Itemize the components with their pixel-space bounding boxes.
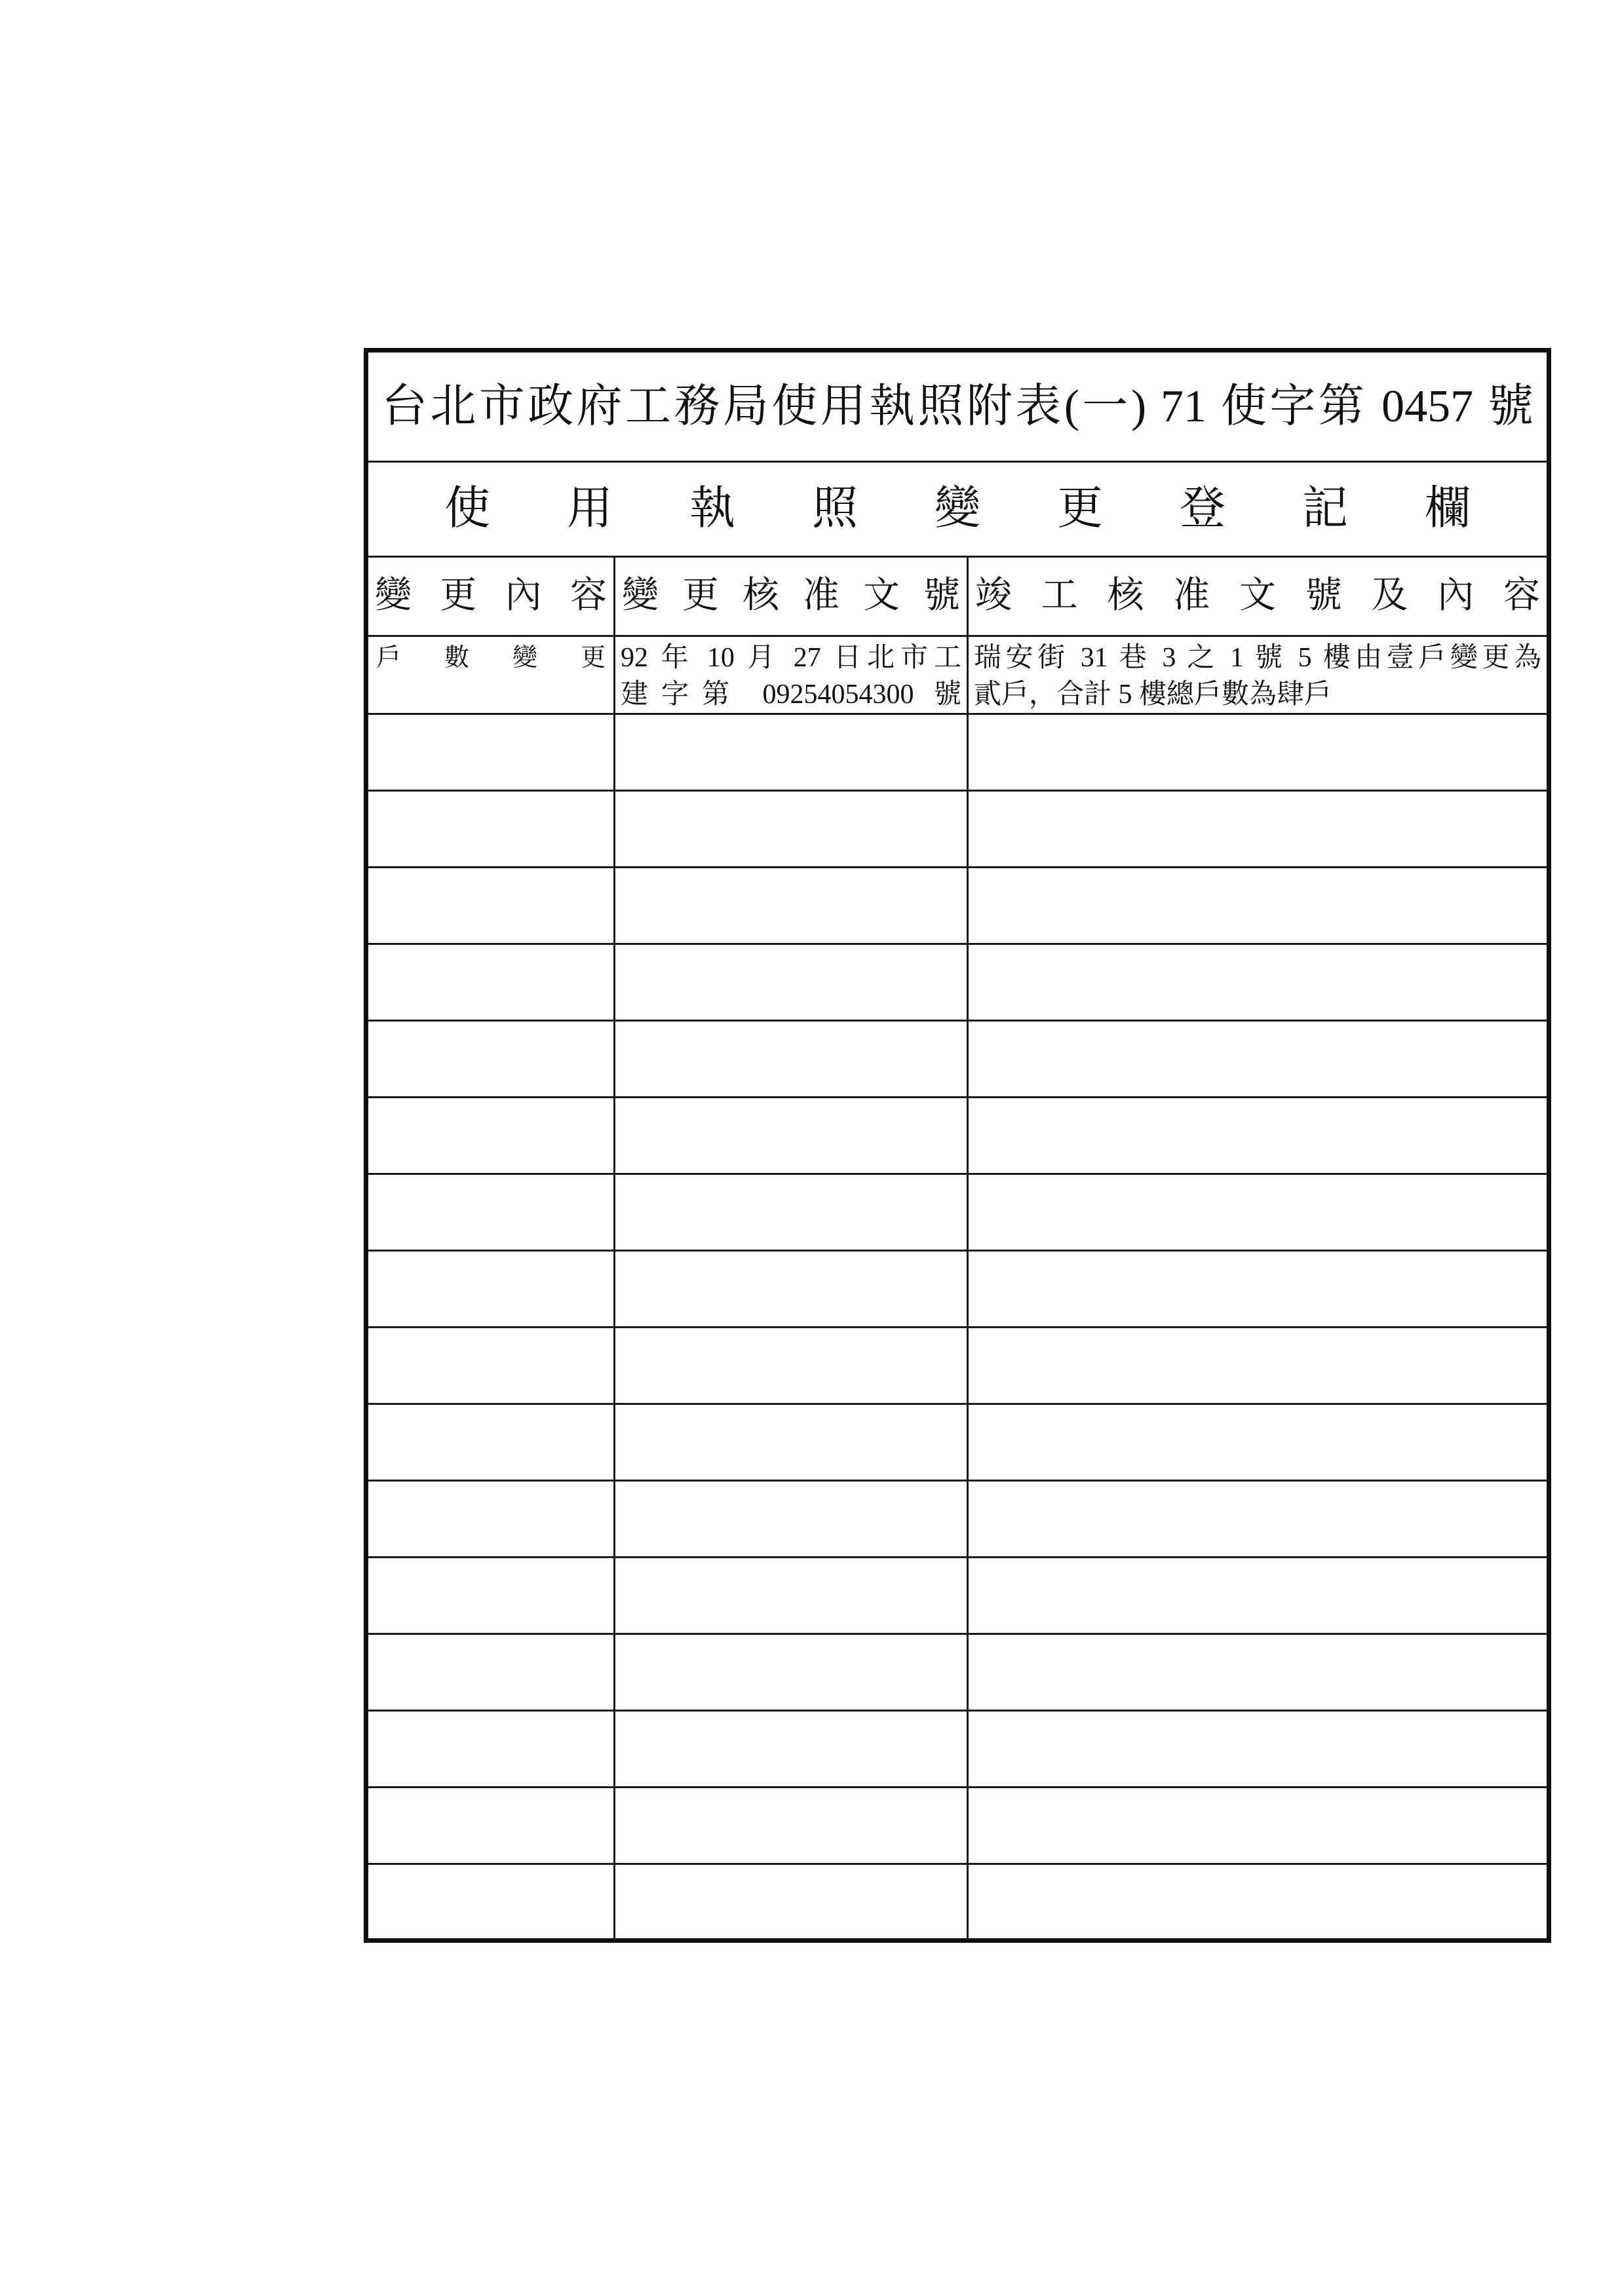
change-approval-no-line: 建字第 09254054300 號 [621, 679, 961, 710]
column-header: 變 更 核 准 文 號 [622, 575, 960, 617]
column-header: 變 更 內 容 [375, 575, 607, 617]
change-approval-no-cell [615, 636, 968, 714]
blank-cell-change-content [366, 868, 615, 944]
blank-row [366, 1251, 1549, 1328]
blank-cell-change-content [366, 791, 615, 868]
header-cell-change-approval-no [615, 557, 968, 636]
subtitle-cell [366, 462, 1549, 557]
blank-cell-change-approval-no [615, 1404, 968, 1481]
blank-cell-completion-approval [968, 944, 1549, 1021]
blank-row [366, 714, 1549, 791]
blank-cell-change-approval-no [615, 1711, 968, 1788]
blank-cell-completion-approval [968, 714, 1549, 791]
blank-cell-change-content [366, 1404, 615, 1481]
change-registration-table [364, 348, 1551, 1943]
completion-content-line: 瑞安街 31 巷 3 之 1 號 5 樓由壹戶變更為 [974, 643, 1541, 673]
blank-cell-change-content [366, 1021, 615, 1098]
blank-cell-completion-approval [968, 1404, 1549, 1481]
blank-cell-completion-approval [968, 791, 1549, 868]
blank-cell-completion-approval [968, 1021, 1549, 1098]
blank-row [366, 1098, 1549, 1174]
completion-approval-cell [968, 636, 1549, 714]
blank-cell-change-content [366, 1328, 615, 1404]
blank-cell-completion-approval [968, 1788, 1549, 1864]
blank-cell-completion-approval [968, 1864, 1549, 1941]
header-row [366, 557, 1549, 636]
blank-row [366, 1558, 1549, 1634]
blank-row [366, 1174, 1549, 1251]
blank-cell-change-content [366, 1481, 615, 1558]
header-cell-completion-approval [968, 557, 1549, 636]
change-approval-no-line: 92 年 10 月 27 日北市工 [621, 643, 961, 673]
blank-cell-completion-approval [968, 868, 1549, 944]
blank-cell-change-approval-no [615, 1174, 968, 1251]
form-subtitle: 使 用 執 照 變 更 登 記 欄 [444, 484, 1471, 534]
blank-cell-completion-approval [968, 1558, 1549, 1634]
subtitle-row [366, 462, 1549, 557]
form-title: 台北市政府工務局使用執照附表(一) 71 使字第 0457 號 [381, 381, 1533, 432]
blank-cell-change-content [366, 714, 615, 791]
blank-cell-change-approval-no [615, 1864, 968, 1941]
change-content-cell [366, 636, 615, 714]
blank-cell-change-approval-no [615, 1098, 968, 1174]
blank-cell-change-content [366, 1711, 615, 1788]
blank-cell-change-approval-no [615, 868, 968, 944]
blank-row [366, 1634, 1549, 1711]
blank-cell-change-approval-no [615, 1021, 968, 1098]
blank-cell-change-content [366, 1634, 615, 1711]
blank-cell-change-content [366, 1788, 615, 1864]
blank-cell-change-content [366, 1864, 615, 1941]
blank-row [366, 1021, 1549, 1098]
blank-cell-completion-approval [968, 1174, 1549, 1251]
blank-cell-change-approval-no [615, 1481, 968, 1558]
blank-row [366, 1788, 1549, 1864]
blank-cell-completion-approval [968, 1098, 1549, 1174]
blank-row [366, 944, 1549, 1021]
blank-row [366, 1711, 1549, 1788]
blank-cell-change-approval-no [615, 1251, 968, 1328]
blank-cell-completion-approval [968, 1251, 1549, 1328]
blank-cell-change-approval-no [615, 1634, 968, 1711]
blank-cell-change-content [366, 1174, 615, 1251]
blank-cell-completion-approval [968, 1634, 1549, 1711]
blank-row [366, 1481, 1549, 1558]
column-header: 竣 工 核 准 文 號 及 內 容 [975, 575, 1540, 617]
blank-cell-change-approval-no [615, 1328, 968, 1404]
blank-row [366, 868, 1549, 944]
blank-row [366, 1328, 1549, 1404]
header-cell-change-content [366, 557, 615, 636]
blank-cell-change-content [366, 1558, 615, 1634]
blank-cell-change-content [366, 1251, 615, 1328]
blank-cell-completion-approval [968, 1711, 1549, 1788]
blank-cell-completion-approval [968, 1481, 1549, 1558]
blank-row [366, 1404, 1549, 1481]
change-content: 戶 數 變 更 [376, 644, 606, 672]
completion-content-line: 貳戶，合計 5 樓總戶數為肆戶 [974, 679, 1332, 710]
blank-cell-change-approval-no [615, 944, 968, 1021]
blank-cell-completion-approval [968, 1328, 1549, 1404]
table-row [366, 636, 1549, 714]
title-cell [366, 351, 1549, 462]
blank-cell-change-approval-no [615, 1788, 968, 1864]
blank-cell-change-content [366, 944, 615, 1021]
blank-cell-change-approval-no [615, 791, 968, 868]
blank-cell-change-content [366, 1098, 615, 1174]
title-row [366, 351, 1549, 462]
blank-cell-change-approval-no [615, 1558, 968, 1634]
blank-row [366, 1864, 1549, 1941]
blank-cell-change-approval-no [615, 714, 968, 791]
blank-row [366, 791, 1549, 868]
